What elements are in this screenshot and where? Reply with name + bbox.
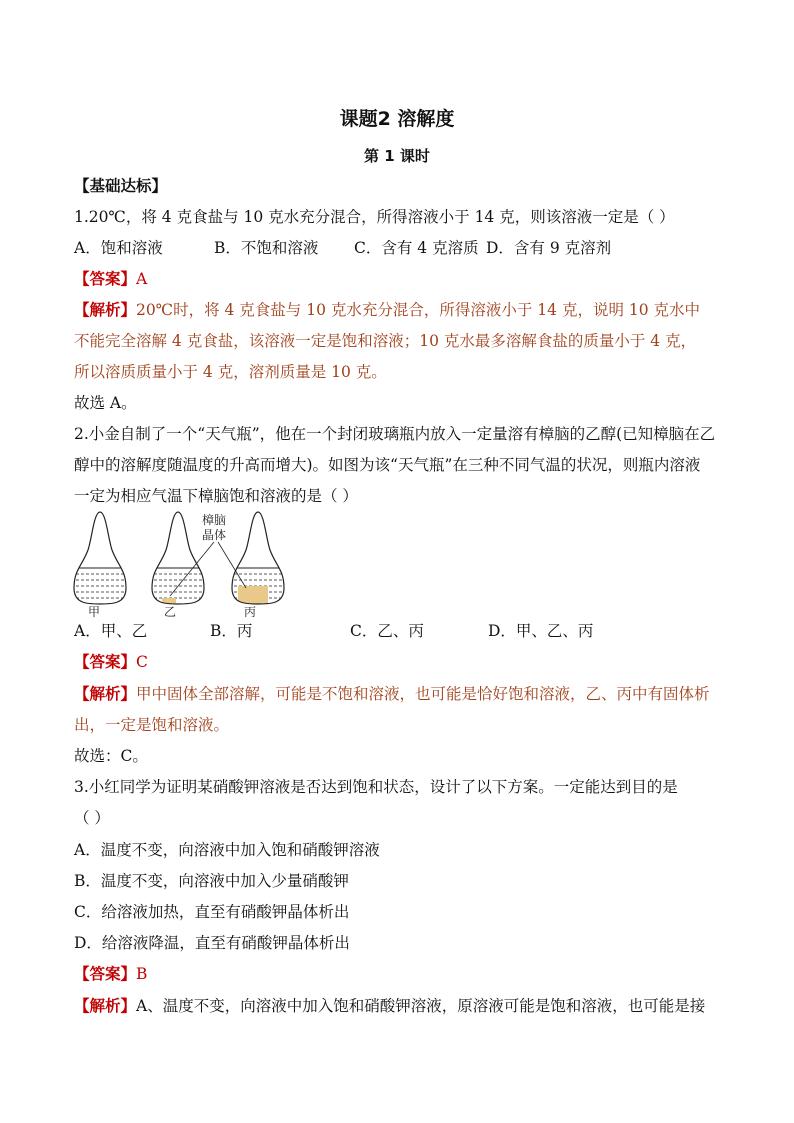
q3-option-d: D．给溶液降温，直至有硝酸钾晶体析出 bbox=[74, 934, 350, 952]
q1-options bbox=[74, 238, 734, 258]
q3-stem-line-1: 3.小红同学为证明某硝酸钾溶液是否达到饱和状态，设计了以下方案。一定能达到目的是 bbox=[74, 778, 678, 796]
annotation-line-1: 樟脑 bbox=[202, 513, 227, 527]
annotation-pointer-yi bbox=[170, 542, 214, 596]
page-subtitle: 第 1 课时 bbox=[364, 147, 430, 165]
q2-stem-line-2: 醇中的溶解度随温度的升高而增大)。如图为该“天气瓶”在三种不同气温的状况，则瓶内溶液 bbox=[74, 456, 701, 474]
q2-answer-value: C bbox=[136, 653, 148, 671]
q2-answer-tag: 【答案】 bbox=[74, 653, 137, 671]
bottle-label-yi: 乙 bbox=[164, 605, 177, 618]
bottle-label-jia: 甲 bbox=[88, 605, 101, 618]
q1-answer bbox=[74, 269, 734, 289]
bottle-jia bbox=[70, 512, 130, 618]
q3-stem-line-2: （ ） bbox=[74, 809, 110, 827]
bottle-bing bbox=[232, 512, 284, 618]
section-label: 【基础达标】 bbox=[74, 177, 168, 195]
q2-answer bbox=[74, 652, 734, 672]
bottle-yi bbox=[152, 512, 204, 618]
q3-option-c: C．给溶液加热，直至有硝酸钾晶体析出 bbox=[74, 903, 350, 921]
q2-expl-tag: 【解析】 bbox=[74, 685, 137, 703]
q1-option-b: B．不饱和溶液 bbox=[214, 239, 319, 257]
q1-expl-text-3: 所以溶质质量小于 4 克，溶剂质量是 10 克。 bbox=[74, 363, 387, 381]
crystal-bing bbox=[238, 586, 268, 604]
q2-expl-text-2: 出，一定是饱和溶液。 bbox=[74, 716, 230, 734]
q1-conclusion: 故选 A。 bbox=[74, 394, 137, 412]
q1-answer-value: A bbox=[136, 270, 148, 288]
weather-bottle-figure bbox=[66, 508, 296, 618]
q1-answer-tag: 【答案】 bbox=[74, 270, 137, 288]
q3-option-a: A．温度不变，向溶液中加入饱和硝酸钾溶液 bbox=[74, 841, 380, 859]
q3-answer-value: B bbox=[136, 965, 148, 983]
bottle-label-bing: 丙 bbox=[244, 605, 257, 618]
q2-option-c: C．乙、丙 bbox=[350, 622, 424, 640]
q1-expl-tag: 【解析】 bbox=[74, 301, 137, 319]
q2-option-b: B．丙 bbox=[210, 622, 253, 640]
q2-stem-line-1: 2.小金自制了一个“天气瓶”，他在一个封闭玻璃瓶内放入一定量溶有樟脑的乙醇(已知樟脑在乙 bbox=[74, 425, 716, 443]
q1-option-a: A．饱和溶液 bbox=[74, 239, 163, 257]
q2-expl-text-1: 甲中固体全部溶解，可能是不饱和溶液，也可能是恰好饱和溶液，乙、丙中有固体析 bbox=[136, 685, 710, 703]
q1-explanation-line-1 bbox=[74, 300, 734, 320]
q2-explanation-line-1 bbox=[74, 684, 734, 704]
q1-option-d: D．含有 9 克溶剂 bbox=[486, 239, 612, 257]
q3-expl-tag: 【解析】 bbox=[74, 997, 137, 1015]
q3-explanation-line-1 bbox=[74, 996, 734, 1016]
q3-expl-text-1: A、温度不变，向溶液中加入饱和硝酸钾溶液，原溶液可能是饱和溶液，也可能是接 bbox=[136, 997, 706, 1015]
q1-option-c: C．含有 4 克溶质 bbox=[354, 239, 479, 257]
page-title: 课题2 溶解度 bbox=[339, 108, 455, 130]
q2-option-a: A．甲、乙 bbox=[74, 622, 148, 640]
q3-answer bbox=[74, 964, 734, 984]
q3-answer-tag: 【答案】 bbox=[74, 965, 137, 983]
q1-expl-text-1: 20℃时，将 4 克食盐与 10 克水充分混合，所得溶液小于 14 克，说明 10 克水中 bbox=[136, 301, 701, 319]
annotation-line-2: 晶体 bbox=[202, 528, 227, 542]
q1-stem: 1.20℃，将 4 克食盐与 10 克水充分混合，所得溶液小于 14 克，则该溶液一定是（ ） bbox=[74, 208, 675, 226]
q2-options bbox=[74, 621, 734, 641]
q2-conclusion: 故选：C。 bbox=[74, 747, 148, 765]
q3-option-b: B．温度不变，向溶液中加入少量硝酸钾 bbox=[74, 872, 349, 890]
q2-option-d: D．甲、乙、丙 bbox=[488, 622, 594, 640]
q2-stem-line-3: 一定为相应气温下樟脑饱和溶液的是（ ） bbox=[74, 487, 358, 505]
q1-expl-text-2: 不能完全溶解 4 克食盐，该溶液一定是饱和溶液；10 克水最多溶解食盐的质量小于 4 克， bbox=[74, 332, 697, 350]
